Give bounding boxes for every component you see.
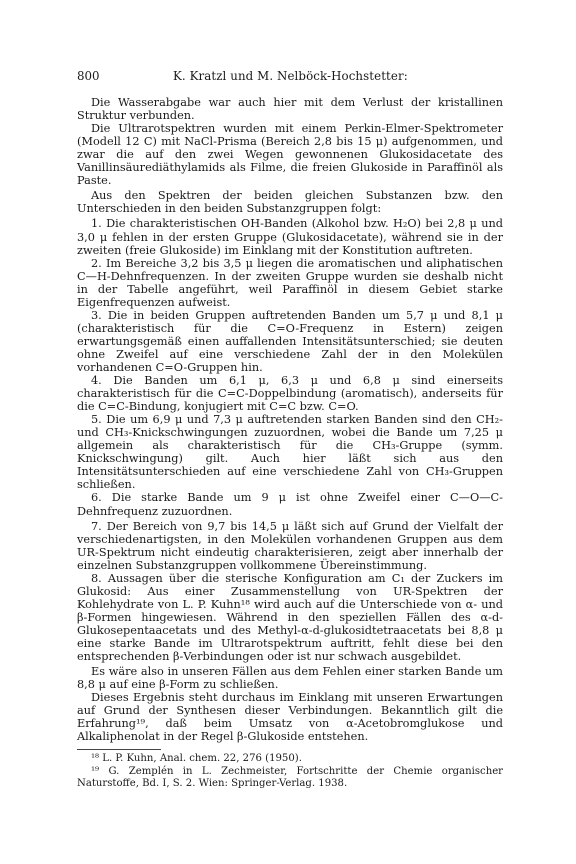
paragraph-point-4: 4. Die Banden um 6,1 μ, 6,3 μ und 6,8 μ sind einerseits charakteristisch für die C=C-Doppelbindung (aromatisch), anderseits für die C=C-Bindung, konjugiert mit C=C bzw. C=O. (77, 374, 503, 414)
paragraph-point-7: 7. Der Bereich von 9,7 bis 14,5 μ läßt sich auf Grund der Vielfalt der verschiedenartigsten, in den Molekülen vorhandenen Gruppen aus dem UR-Spektrum nicht eindeutig charakterisieren, zeigt aber innerhalb der einzelnen Substanzgruppen vollkommene Übereinstimmung. (77, 519, 503, 572)
journal-page (77, 70, 503, 790)
paragraph-ir-method: Die Ultrarotspektren wurden mit einem Perkin-Elmer-Spektrometer (Modell 12 C) mit NaCl-Prisma (Bereich 2,8 bis 15 μ) aufgenommen, und zwar die auf den zwei Wegen gewonnenen Glukosidacetate des Vanillinsäurediäthylamids als Filme, die freien Glukoside in Paraffinöl als Paste. (77, 122, 503, 188)
paragraph-point-8: 8. Aussagen über die sterische Konfiguration am C₁ der Zuckers im Glukosid: Aus einer Zusammenstellung von UR-Spektren der Kohlehydrate von L. P. Kuhn¹⁸ wird auch auf die Unterschiede von α- und β-Formen hingewiesen. Während in den speziellen Fällen des α-d-Glukosepentaacetats und des Methyl-α-d-glukosidtetraacetats bei 8,8 μ eine starke Bande im Ultrarotspektrum auftritt, fehlt diese bei den entsprechenden β-Verbindungen oder ist nur schwach ausgebildet. (77, 571, 503, 664)
paragraph-spectra-intro: Aus den Spektren der beiden gleichen Substanzen bzw. den Unterschieden in den beiden Substanzgruppen folgt: (77, 189, 503, 216)
paragraph-point-1: 1. Die charakteristischen OH-Banden (Alkohol bzw. H₂O) bei 2,8 μ und 3,0 μ fehlen in der ersten Gruppe (Glukosidacetate), während sie in der zweiten (freie Glukoside) im Einklang mit der Konstitution auftreten. (77, 217, 503, 257)
footnote-18: ¹⁸ L. P. Kuhn, Anal. chem. 22, 276 (1950). (91, 753, 302, 765)
paragraph-point-6: 6. Die starke Bande um 9 μ ist ohne Zweifel einer C—O—C-Dehnfrequenz zuzuordnen. (77, 491, 503, 518)
running-header (77, 70, 503, 83)
page-number: 800 (77, 69, 100, 83)
paragraph-synthesis: Dieses Ergebnis steht durchaus im Einklang mit unseren Erwartungen auf Grund der Synthesen dieser Verbindungen. Bekanntlich gilt die Erfahrung¹⁹, daß beim Umsatz von α-Acetobromglukose und Alkaliphenolat in der Regel β-Glukoside entstehen. (77, 691, 503, 744)
footnote-divider (77, 749, 161, 750)
paragraph-conclusion: Es wäre also in unseren Fällen aus dem Fehlen einer starken Bande um 8,8 μ auf eine β-Form zu schließen. (77, 665, 503, 692)
paragraph-water-loss: Die Wasserabgabe war auch hier mit dem Verlust der kristallinen Struktur verbunden. (77, 96, 503, 123)
running-title: K. Kratzl und M. Nelböck-Hochstetter: (173, 69, 408, 83)
paragraph-point-2: 2. Im Bereiche 3,2 bis 3,5 μ liegen die aromatischen und aliphatischen C—H-Dehnfrequenzen. In der zweiten Gruppe wurden sie deshalb nicht in der Tabelle angeführt, weil Paraffinöl in diesem Gebiet starke Eigenfrequenzen aufweist. (77, 256, 503, 309)
paragraph-point-3: 3. Die in beiden Gruppen auftretenden Banden um 5,7 μ und 8,1 μ (charakteristisch für die C=O-Frequenz in Estern) zeigen erwartungsgemäß einen auffallenden Intensitätsunterschied; sie deuten ohne Zweifel auf eine verschiedene Zahl der in den Molekülen vorhandenen C=O-Gruppen hin. (77, 308, 503, 374)
footnote-19: ¹⁹ G. Zemplén in L. Zechmeister, Fortschritte der Chemie organischer Naturstoffe, Bd. I, S. 2. Wien: Springer-Verlag. 1938. (77, 765, 503, 789)
paragraph-point-5: 5. Die um 6,9 μ und 7,3 μ auftretenden starken Banden sind den CH₂- und CH₃-Knickschwingungen zuzuordnen, wobei die Bande um 7,25 μ allgemein als charakteristisch für die CH₃-Gruppe (symm. Knickschwingung) gilt. Auch hier läßt sich aus den Intensitätsunterschieden auf eine verschiedene Zahl von CH₃-Gruppen schließen. (77, 413, 503, 492)
